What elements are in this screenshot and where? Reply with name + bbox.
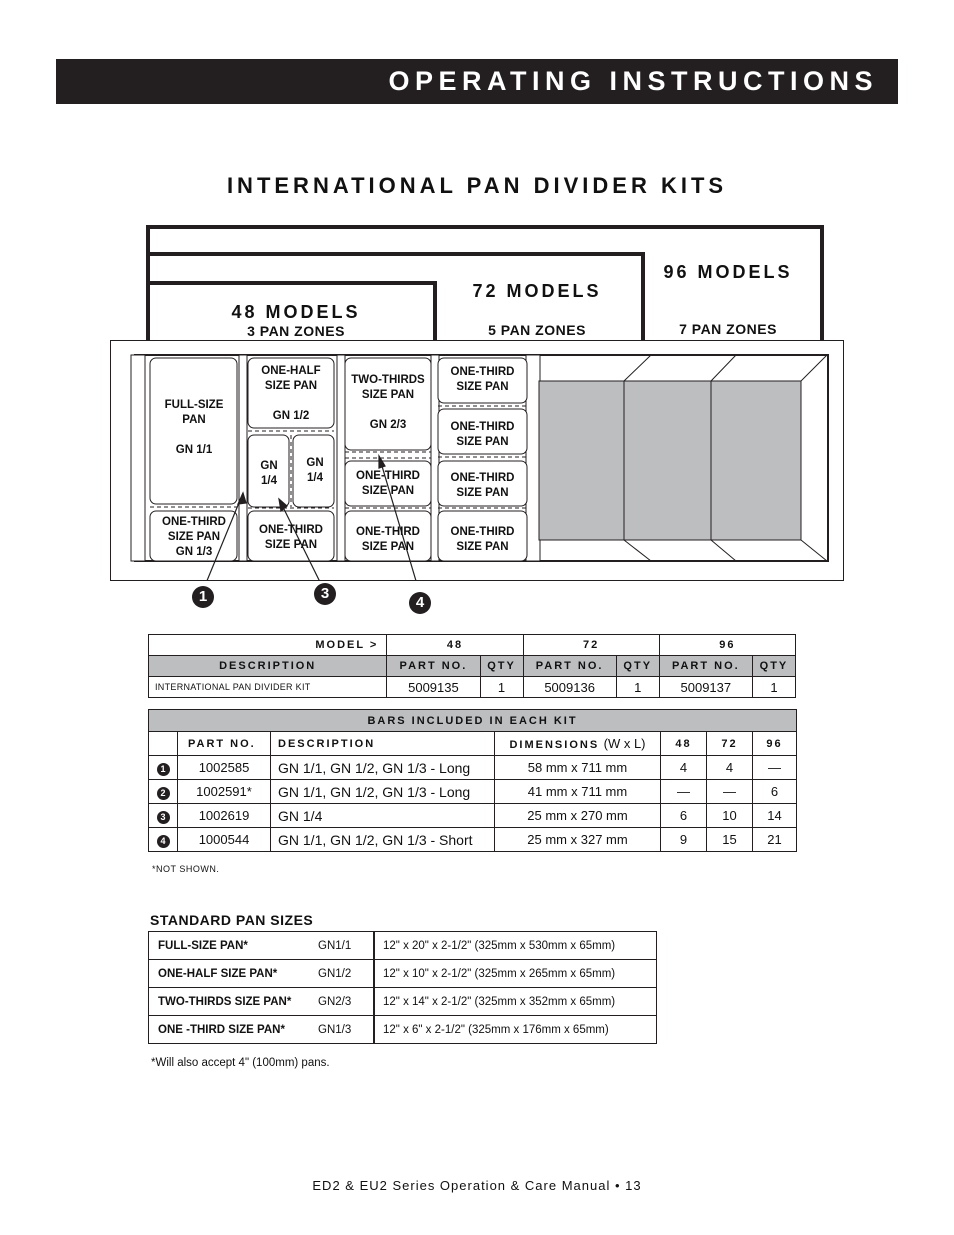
pan-label-line: ONE-THIRD [450,421,515,433]
pan-label-line: GN 1/1 [175,444,213,456]
pan-label-line: GN 1/3 [175,546,213,558]
divider-bar [337,355,345,561]
row-number-badge: 4 [157,835,170,848]
pan-label-line: SIZE PAN [361,541,415,553]
pan-label-gn14-a [249,459,289,489]
pan-label-line: ONE-THIRD [162,516,226,528]
pan-label-one-half [248,364,334,424]
pan-label-one-third [345,469,431,499]
pan-label-line: SIZE PAN [361,389,415,401]
model-48-header: 48 [661,732,707,756]
pan-label-line [248,394,334,409]
kit-part-96: 5009137 [659,677,752,698]
perspective-line [711,355,736,381]
pan-label-line: ONE-THIRD [450,526,515,538]
pan-label-one-third [438,365,527,395]
extension-zone [624,381,711,540]
bar-part: 1000544 [178,828,271,852]
pan-label-line: ONE-THIRD [259,524,323,536]
table-row [149,828,797,852]
pan-divider-diagram [110,340,844,581]
table-row [149,656,796,677]
table-row [149,710,797,732]
pan-label-one-third-gn [151,515,237,560]
bar-dimensions: 41 mm x 711 mm [495,780,661,804]
pan-label-line: GN [260,460,278,472]
bars-table [148,709,797,852]
perspective-line [711,540,736,561]
row-number [149,828,178,852]
row-number-badge: 2 [157,787,170,800]
model-48-box [146,281,437,344]
kit-qty-72: 1 [616,677,659,698]
pan-label-line: ONE-HALF [261,365,321,377]
qty-header: QTY [616,656,659,677]
perspective-line [624,540,651,561]
description-header: DESCRIPTION [149,656,387,677]
pan-label-line: TWO-THIRDS [351,374,425,386]
pan-label-line: SIZE PAN [456,541,509,553]
bar-part: 1002619 [178,804,271,828]
perspective-line [801,540,827,561]
row-number-badge: 3 [157,811,170,824]
pan-gn: GN1/2 [318,960,374,988]
row-number [149,780,178,804]
pan-name: FULL-SIZE PAN* [149,932,319,960]
pan-gn: GN2/3 [318,988,374,1016]
row-number-badge: 1 [157,763,170,776]
pan-label-line: ONE-THIRD [356,526,420,538]
table-row [149,804,797,828]
bar-dimensions: 58 mm x 711 mm [495,756,661,780]
divider-bar [239,355,247,561]
pan-label-one-third [345,525,431,555]
bar-description: GN 1/1, GN 1/2, GN 1/3 - Long [271,756,495,780]
num-header [149,732,178,756]
row-number [149,804,178,828]
table-row [149,635,796,656]
bar-qty-48: — [661,780,707,804]
bar-qty-96: 21 [753,828,797,852]
bar-qty-72: 10 [707,804,753,828]
divider-bar-left [131,355,145,561]
pan-label-line: ONE-THIRD [450,366,515,378]
pan-size: 12" x 6" x 2-1/2" (325mm x 176mm x 65mm) [374,1016,657,1044]
bar-qty-72: 15 [707,828,753,852]
pan-label-line [345,403,431,418]
model-72-header: 72 [523,635,659,656]
table-row [149,732,797,756]
pan-label-line: GN 1/2 [272,410,310,422]
kit-table [148,634,796,698]
bar-qty-72: — [707,780,753,804]
callout-4: 4 [409,592,431,614]
table-row [149,988,657,1016]
extension-zone [539,381,624,540]
pan-label-line [151,428,237,443]
bar-description: GN 1/1, GN 1/2, GN 1/3 - Long [271,780,495,804]
pan-label-line: SIZE PAN [361,485,415,497]
pan-gn: GN1/1 [318,932,374,960]
kit-part-72: 5009136 [523,677,616,698]
bar-dimensions: 25 mm x 327 mm [495,828,661,852]
pan-label-line: FULL-SIZE [164,399,224,411]
bar-qty-72: 4 [707,756,753,780]
kit-part-48: 5009135 [387,677,480,698]
kit-qty-48: 1 [480,677,523,698]
qty-header: QTY [480,656,523,677]
bars-footnote: *NOT SHOWN. [152,864,220,874]
table-row [149,756,797,780]
model-96-header: 96 [659,635,795,656]
bar-qty-96: 6 [753,780,797,804]
model-96-name: 96 MODELS [663,262,793,282]
model-48-header: 48 [387,635,523,656]
description-header: DESCRIPTION [271,732,495,756]
pan-label-line: GN 2/3 [369,419,407,431]
pan-label-line: SIZE PAN [167,531,221,543]
model-96-header: 96 [753,732,797,756]
part-header: PART NO. [659,656,752,677]
perspective-line [624,355,651,381]
model-72-zones: 5 PAN ZONES [488,322,586,338]
pan-label-one-third [438,525,527,555]
pan-size: 12" x 20" x 2-1/2" (325mm x 530mm x 65mm) [374,932,657,960]
table-row [149,960,657,988]
table-row [149,932,657,960]
pan-label-one-third [248,523,334,553]
row-number [149,756,178,780]
bar-dimensions: 25 mm x 270 mm [495,804,661,828]
page-footer: ED2 & EU2 Series Operation & Care Manual • 13 [312,1178,642,1193]
model-72-header: 72 [707,732,753,756]
pan-label-line: ONE-THIRD [356,470,420,482]
callout-3: 3 [314,583,336,605]
model-72-name: 72 MODELS [472,281,602,301]
bar-part: 1002591* [178,780,271,804]
pan-label-line: 1/4 [261,475,277,487]
extension-zone [711,381,801,540]
model-96-zones: 7 PAN ZONES [679,321,777,337]
standard-pans-footnote: *Will also accept 4" (100mm) pans. [151,1057,330,1069]
model-label: MODEL > [149,635,387,656]
section-title: INTERNATIONAL PAN DIVIDER KITS [226,173,728,198]
bar-qty-96: — [753,756,797,780]
pan-label-line: 1/4 [307,472,323,484]
dimensions-header [495,732,661,756]
model-48-zones: 3 PAN ZONES [247,323,345,339]
pan-label-one-third [438,471,527,501]
pan-name: ONE -THIRD SIZE PAN* [149,1016,319,1044]
pan-label-line: SIZE PAN [456,436,509,448]
pan-size: 12" x 14" x 2-1/2" (325mm x 352mm x 65mm) [374,988,657,1016]
dimensions-label: DIMENSIONS [509,738,600,751]
part-header: PART NO. [387,656,480,677]
pan-label-line: SIZE PAN [456,487,509,499]
bar-qty-48: 9 [661,828,707,852]
perspective-line [801,355,827,381]
model-48-name: 48 MODELS [231,302,361,322]
divider-bar [526,355,540,561]
kit-qty-96: 1 [752,677,795,698]
table-row [149,780,797,804]
pan-label-line: SIZE PAN [456,381,509,393]
dimensions-unit: (W x L) [603,735,646,751]
kit-description: INTERNATIONAL PAN DIVIDER KIT [149,677,387,698]
pan-label-line: GN [306,457,324,469]
table-row [149,1016,657,1044]
pan-label-line: SIZE PAN [264,380,318,392]
bar-qty-48: 4 [661,756,707,780]
pan-label-line: PAN [182,414,206,426]
bar-description: GN 1/4 [271,804,495,828]
pan-label-full-size [151,398,237,458]
page-title: OPERATING INSTRUCTIONS [388,66,878,96]
pan-size: 12" x 10" x 2-1/2" (325mm x 265mm x 65mm) [374,960,657,988]
bar-part: 1002585 [178,756,271,780]
bars-table-title: BARS INCLUDED IN EACH KIT [149,710,797,732]
pan-gn: GN1/3 [318,1016,374,1044]
bar-qty-48: 6 [661,804,707,828]
table-row [149,677,796,698]
part-header: PART NO. [178,732,271,756]
pan-label-one-third [438,420,527,450]
pan-name: TWO-THIRDS SIZE PAN* [149,988,319,1016]
pan-label-line: SIZE PAN [264,539,318,551]
qty-header: QTY [752,656,795,677]
pan-label-two-thirds [345,373,431,433]
standard-pan-sizes-title: STANDARD PAN SIZES [150,912,314,928]
bar-description: GN 1/1, GN 1/2, GN 1/3 - Short [271,828,495,852]
callout-1: 1 [192,586,214,608]
header-bar [56,59,898,104]
part-header: PART NO. [523,656,616,677]
bar-qty-96: 14 [753,804,797,828]
standard-pan-sizes-table [148,931,657,1044]
pan-name: ONE-HALF SIZE PAN* [149,960,319,988]
pan-label-gn14-b [295,456,335,486]
pan-label-line: ONE-THIRD [450,472,515,484]
